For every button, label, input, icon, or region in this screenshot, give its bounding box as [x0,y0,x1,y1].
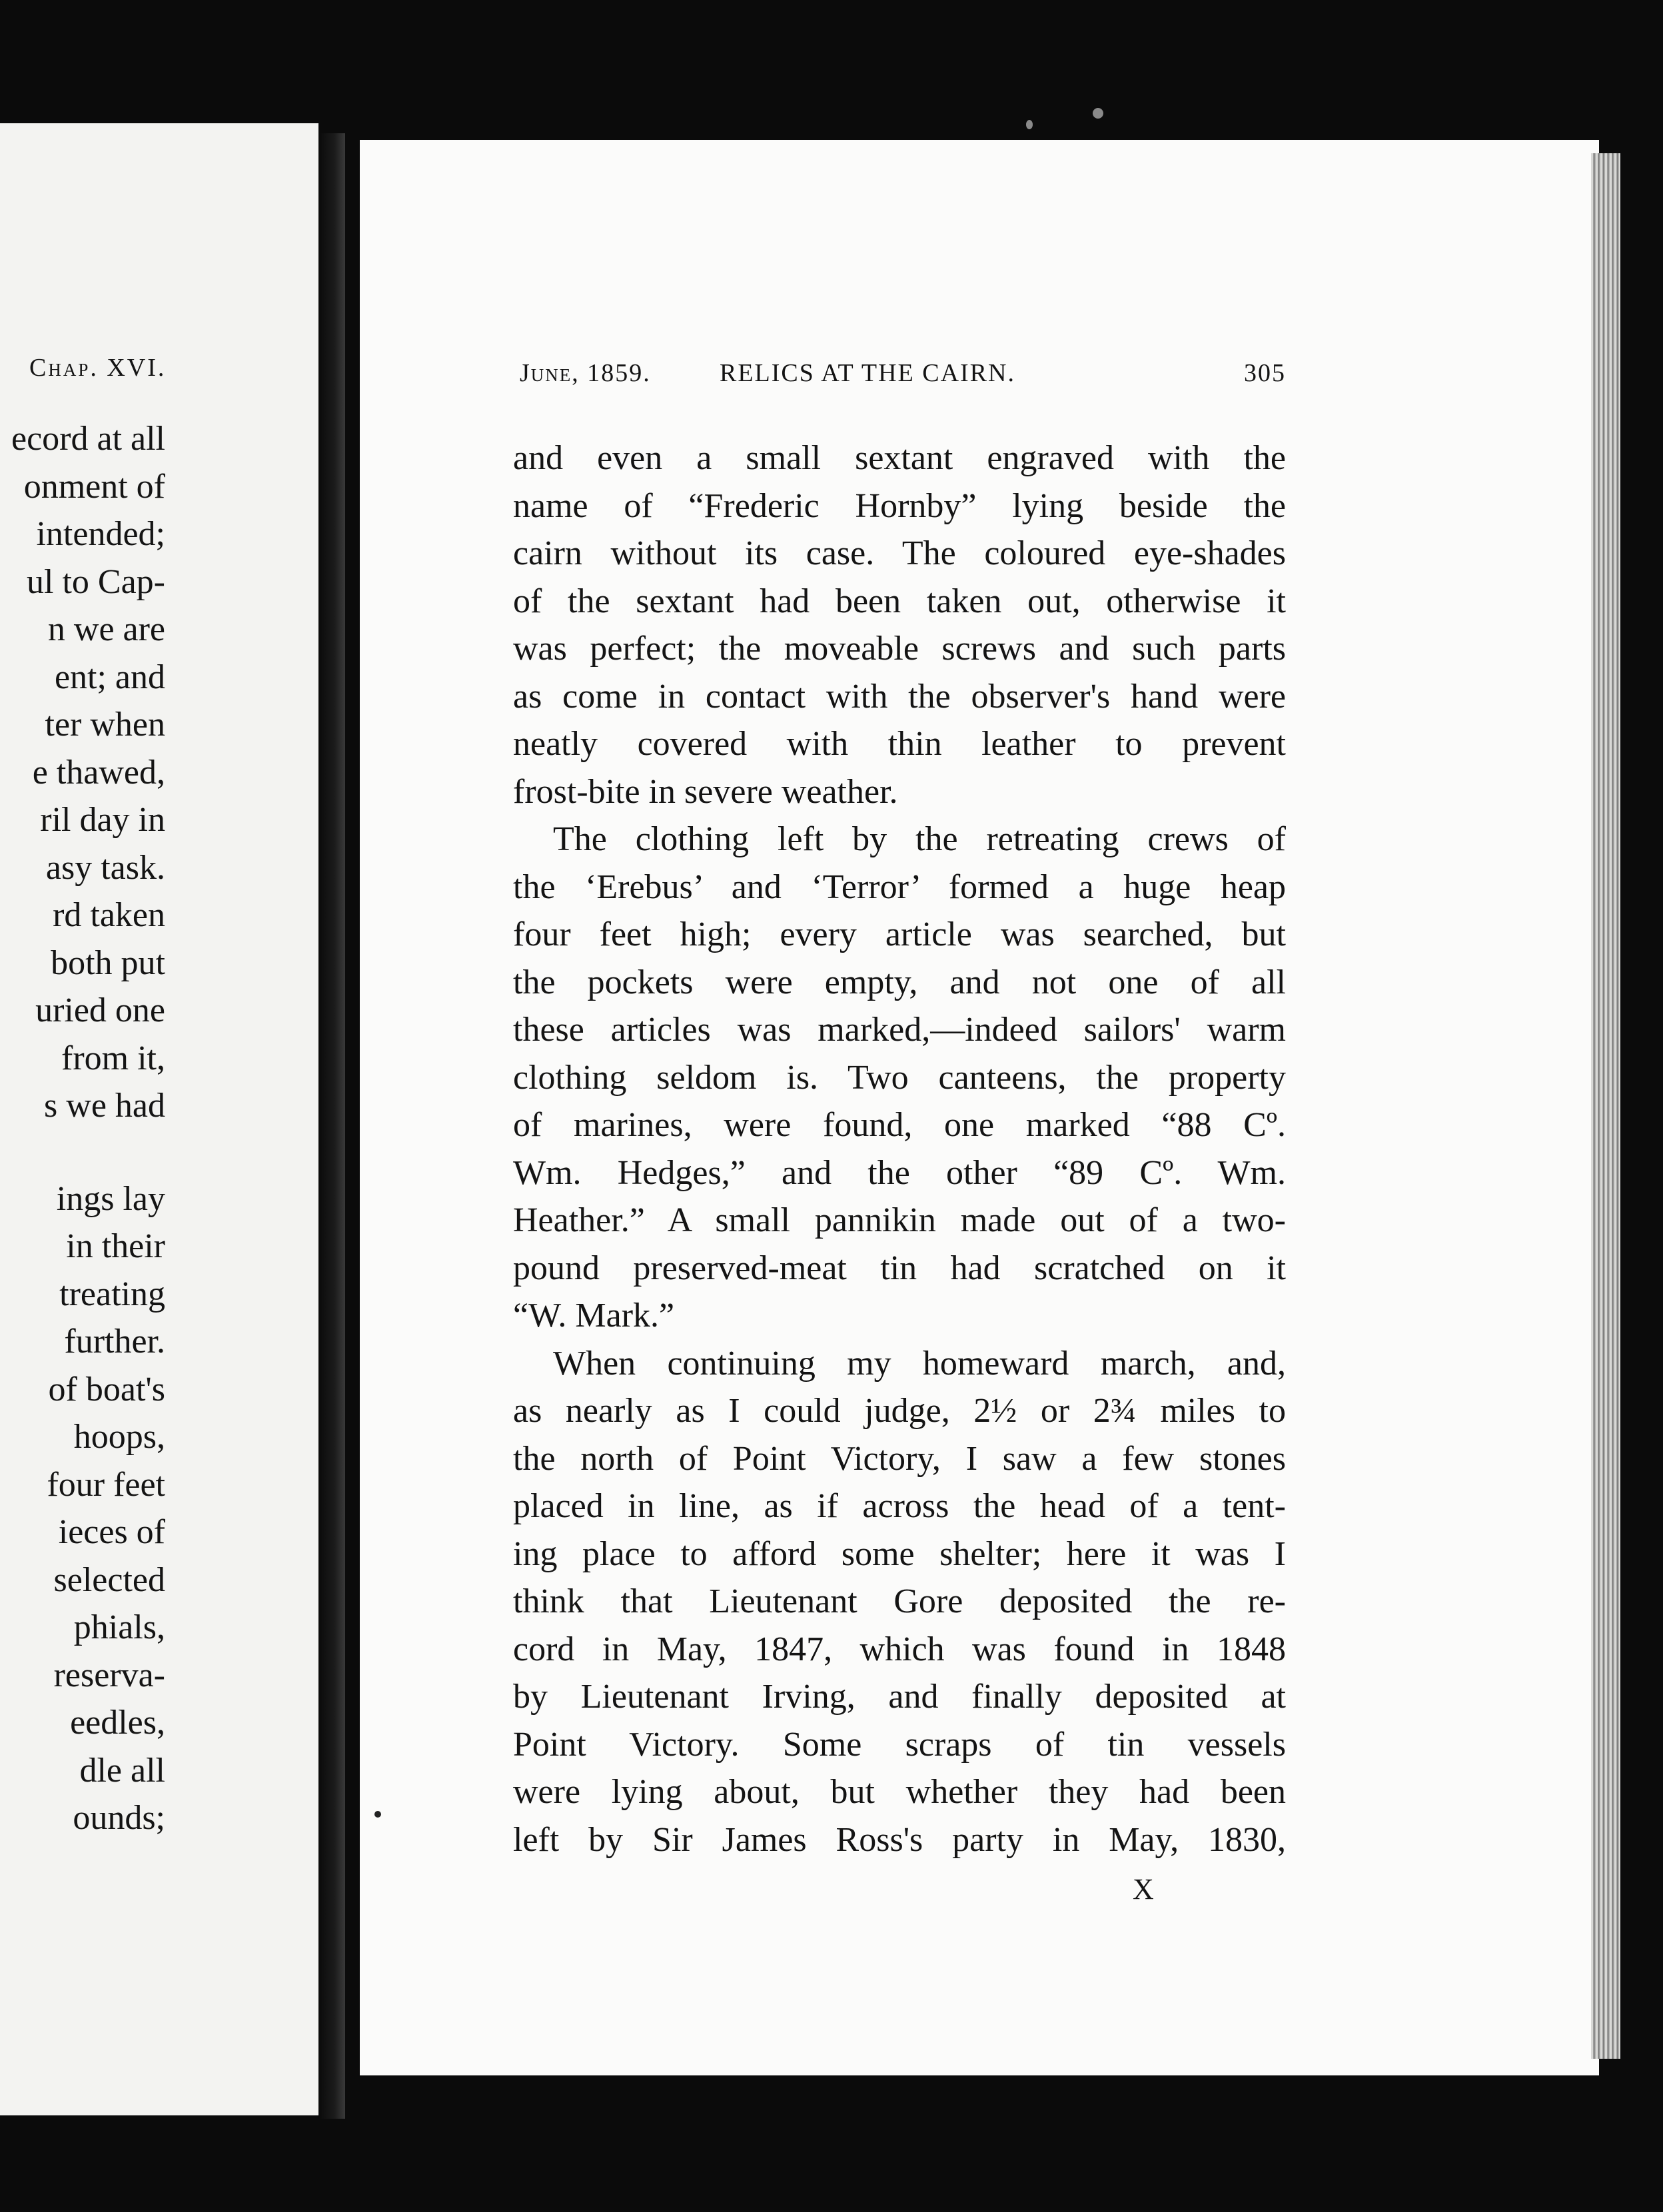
text-line: left by Sir James Ross's party in May, 1830, [513,1820,1286,1859]
text-line: think that Lieutenant Gore deposited the re- [513,1582,1286,1620]
left-page-line: of boat's [48,1370,165,1408]
text-line: Point Victory. Some scraps of tin vessels [513,1725,1286,1764]
left-page-line: eedles, [70,1704,165,1742]
running-head-title: RELICS AT THE CAIRN. [720,359,1015,387]
left-page-line: hoops, [73,1418,165,1456]
text-line: pound preserved-meat tin had scratched on it [513,1249,1286,1287]
left-page-line: treating [59,1275,165,1313]
left-page-line: rd taken [53,896,165,934]
text-line: cairn without its case. The coloured eye-shades [513,534,1286,572]
text-line: as come in contact with the observer's hand were [513,677,1286,716]
left-page [0,123,318,2115]
left-page-line [0,1130,165,1175]
left-page-line: reserva- [53,1656,165,1694]
running-head [520,358,1286,398]
page-number: 305 [1244,359,1286,387]
text-line: four feet high; every article was searched, but [513,915,1286,953]
text-line: the pockets were empty, and not one of all [513,963,1286,1001]
left-page-line: e thawed, [32,753,165,792]
left-page-line: ecord at all [11,420,165,458]
text-line: cord in May, 1847, which was found in 1848 [513,1630,1286,1668]
dust-speck [374,1811,381,1818]
dust-speck [1026,120,1033,129]
text-line: was perfect; the moveable screws and such parts [513,630,1286,668]
left-page-line: ings lay [56,1179,165,1218]
text-line: placed in line, as if across the head of a tent- [513,1487,1286,1525]
left-page-line: phials, [73,1608,165,1646]
text-line: When continuing my homeward march, and, [553,1344,1286,1382]
left-page-header: Chap. XVI. [29,354,167,382]
left-page-line: asy task. [45,848,165,887]
left-page-line: selected [53,1560,165,1599]
left-page-line: ter when [45,706,165,744]
left-page-line: intended; [36,515,165,553]
left-page-line: ounds; [73,1799,165,1837]
page-edges [1591,153,1620,2059]
paragraph [513,434,1286,816]
text-line: were lying about, but whether they had been [513,1773,1286,1811]
text-line: the north of Point Victory, I saw a few stones [513,1439,1286,1478]
body-text [513,434,1286,1864]
paragraph [513,1340,1286,1864]
text-line: ing place to afford some shelter; here it was I [513,1534,1286,1573]
text-line: “W. Mark.” [513,1297,675,1335]
left-page-line: ieces of [58,1513,165,1551]
signature-mark: X [1133,1873,1155,1906]
left-page-line: in their [66,1227,165,1265]
text-line: the ‘Erebus’ and ‘Terror’ formed a huge heap [513,867,1286,906]
left-page-line: ul to Cap- [27,562,165,601]
left-page-line: n we are [47,610,165,648]
left-page-line: onment of [23,467,165,506]
left-page-line: further. [64,1323,165,1361]
left-page-line: from it, [61,1039,165,1077]
left-page-line: four feet [47,1465,165,1504]
text-line: of the sextant had been taken out, otherwise it [513,582,1286,620]
left-page-text [0,415,165,1842]
text-line: name of “Frederic Hornby” lying beside the [513,486,1286,525]
text-line: The clothing left by the retreating crews of [553,820,1286,858]
text-line: frost-bite in severe weather. [513,772,898,811]
book-spine [318,133,345,2119]
paragraph [513,816,1286,1340]
text-line: as nearly as I could judge, 2½ or 2¾ miles to [513,1392,1286,1430]
text-line: clothing seldom is. Two canteens, the property [513,1058,1286,1097]
text-line: Heather.” A small pannikin made out of a two- [513,1201,1286,1239]
left-page-line: both put [51,943,165,982]
text-line: and even a small sextant engraved with the [513,439,1286,477]
text-line: of marines, were found, one marked “88 Cº. [513,1106,1286,1144]
text-line: Wm. Hedges,” and the other “89 Cº. Wm. [513,1153,1286,1192]
left-page-line: ril day in [40,801,165,839]
left-page-line: ent; and [54,658,165,696]
running-head-date: June, 1859. [520,359,651,387]
text-line: these articles was marked,—indeed sailors' warm [513,1011,1286,1049]
left-page-line: uried one [35,991,165,1029]
left-page-line: s we had [44,1087,165,1125]
text-line: neatly covered with thin leather to prevent [513,725,1286,763]
dust-speck [1093,108,1103,119]
text-line: by Lieutenant Irving, and finally deposited at [513,1678,1286,1716]
left-page-line: dle all [79,1751,165,1790]
